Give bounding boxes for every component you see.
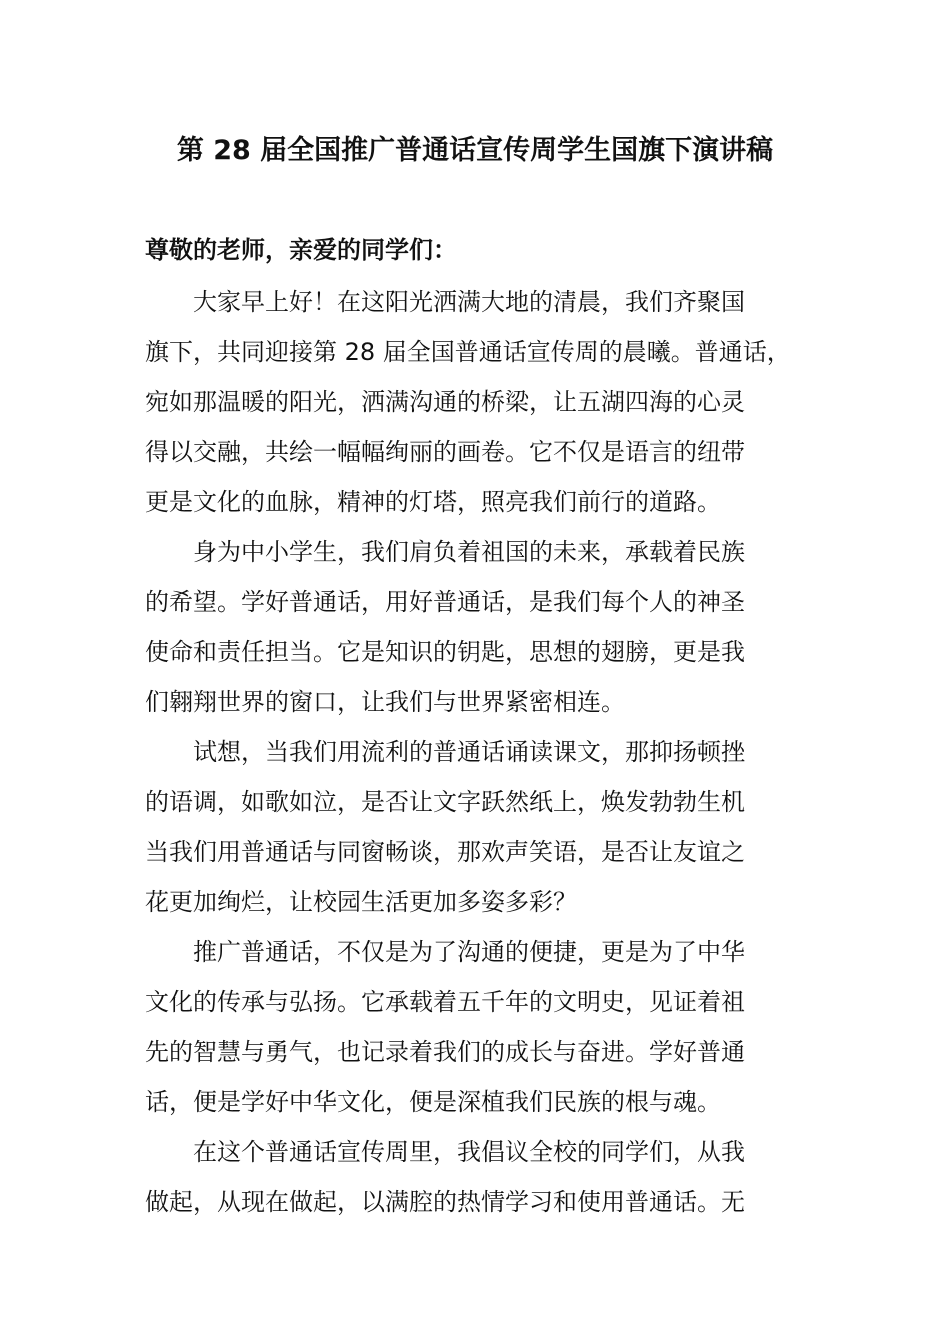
paragraph-1-line-2: 旗下，共同迎接第 28 届全国普通话宣传周的晨曦。普通话，	[145, 338, 791, 366]
paragraph-1-line-5: 更是文化的血脉，精神的灯塔，照亮我们前行的道路。	[145, 488, 721, 516]
paragraph-4-line-1: 推广普通话，不仅是为了沟通的便捷，更是为了中华	[193, 938, 745, 966]
speech-body	[145, 277, 835, 1227]
document-title: 第 28 届全国推广普通话宣传周学生国旗下演讲稿	[176, 135, 774, 166]
paragraph-1-line-4: 得以交融，共绘一幅幅绚丽的画卷。它不仅是语言的纽带	[145, 438, 745, 466]
paragraph-5-line-1: 在这个普通话宣传周里，我倡议全校的同学们，从我	[193, 1138, 745, 1166]
paragraph-2-line-1: 身为中小学生，我们肩负着祖国的未来，承载着民族	[193, 538, 745, 566]
paragraph-5-line-2: 做起，从现在做起，以满腔的热情学习和使用普通话。无	[145, 1188, 745, 1216]
paragraph-3-line-4: 花更加绚烂，让校园生活更加多姿多彩？	[145, 888, 577, 916]
paragraph-4-line-3: 先的智慧与勇气，也记录着我们的成长与奋进。学好普通	[145, 1038, 745, 1066]
paragraph-1-line-3: 宛如那温暖的阳光，洒满沟通的桥梁，让五湖四海的心灵	[145, 388, 745, 416]
paragraph-2-line-4: 们翱翔世界的窗口，让我们与世界紧密相连。	[145, 688, 625, 716]
paragraph-4-line-4: 话，便是学好中华文化，便是深植我们民族的根与魂。	[145, 1088, 721, 1116]
greeting-line: 尊敬的老师，亲爱的同学们：	[145, 236, 457, 264]
paragraph-1-line-1: 大家早上好！在这阳光洒满大地的清晨，我们齐聚国	[193, 288, 745, 316]
paragraph-2-line-3: 使命和责任担当。它是知识的钥匙，思想的翅膀，更是我	[145, 638, 745, 666]
paragraph-3-line-2: 的语调，如歌如泣，是否让文字跃然纸上，焕发勃勃生机	[145, 788, 745, 816]
paragraph-2-line-2: 的希望。学好普通话，用好普通话，是我们每个人的神圣	[145, 588, 745, 616]
paragraph-4-line-2: 文化的传承与弘扬。它承载着五千年的文明史，见证着祖	[145, 988, 745, 1016]
paragraph-3-line-3: 当我们用普通话与同窗畅谈，那欢声笑语，是否让友谊之	[145, 838, 745, 866]
paragraph-3-line-1: 试想，当我们用流利的普通话诵读课文，那抑扬顿挫	[193, 738, 745, 766]
